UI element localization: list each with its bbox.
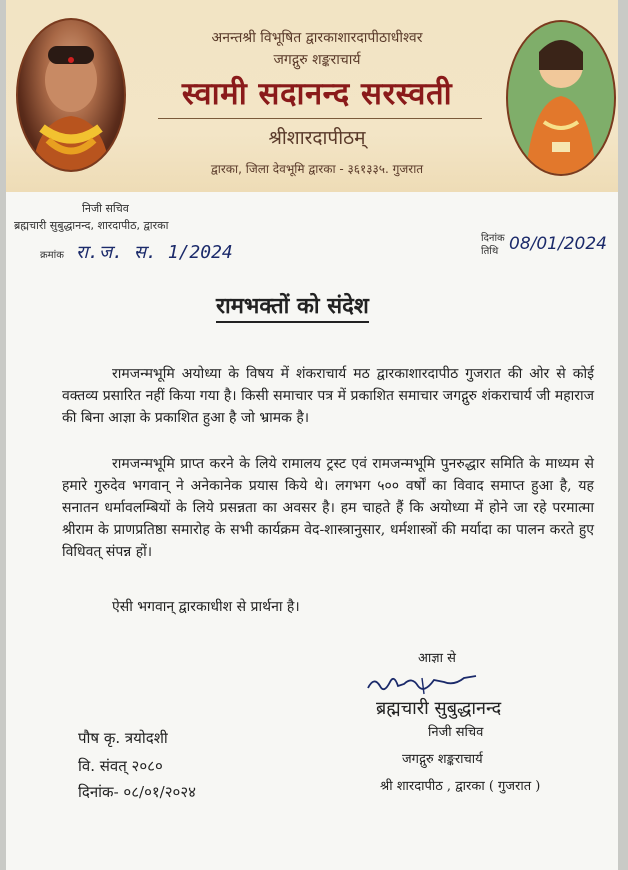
letterhead-address: द्वारका, जिला देवभूमि द्वारका - ३६१३३५. गुजरात — [210, 162, 424, 176]
signatory-name: ब्रह्मचारी सुबुद्धानन्द — [376, 698, 502, 719]
secretary-name: ब्रह्मचारी सुबुद्धानन्द, शारदापीठ, द्वारका — [14, 219, 169, 232]
signatory-place: श्री शारदापीठ , द्वारका ( गुजरात ) — [380, 779, 541, 794]
letter-date: 08/01/2024 — [509, 234, 607, 254]
secretary-title: निजी सचिव — [82, 202, 129, 215]
letterhead-title: स्वामी सदानन्द सरस्वती — [181, 76, 453, 112]
deity-portrait-icon — [506, 20, 616, 176]
subject-heading: रामभक्तों को संदेश — [216, 290, 369, 323]
footer-tithi: पौष कृ. त्रयोदशी — [78, 729, 168, 747]
letterhead-divider — [158, 118, 482, 119]
tithi-label: तिथि — [481, 246, 499, 257]
body-paragraph-3 — [62, 596, 594, 618]
letterhead-designation: जगद्गुरु शङ्कराचार्य — [273, 52, 361, 68]
letterhead-honorific: अनन्तश्री विभूषित द्वारकाशारदापीठाधीश्वर — [211, 30, 423, 46]
signatory-role: निजी सचिव — [428, 725, 484, 740]
letter-sheet — [6, 0, 618, 870]
paragraph-3-text: ऐसी भगवान् द्वारकाधीश से प्रार्थना है। — [112, 599, 300, 615]
dinank-label: दिनांक — [481, 233, 505, 244]
paragraph-1-text: रामजन्मभूमि अयोध्या के विषय में शंकराचार्य मठ द्वारकाशारदापीठ गुजरात की ओर से कोई वक्तव्य प्रसारित नहीं किया गया है। किसी समाचार पत्र में प्रकाशित समाचार जगद्गुरु शंकराचार्य जी महाराज की बिना आज्ञा के प्रकाशित हुआ है जो भ्रामक है। — [62, 366, 594, 426]
reference-label: क्रमांक — [40, 250, 64, 261]
footer-date: दिनांक- ०८/०१/२०२४ — [78, 783, 196, 801]
footer-samvat: वि. संवत् २०८० — [78, 757, 163, 775]
body-paragraph-2 — [62, 453, 594, 563]
reference-number: रा.ज. स. 1/2024 — [76, 242, 233, 263]
date-labels — [481, 232, 505, 258]
letterhead — [6, 0, 618, 192]
by-order-text: आज्ञा से — [418, 651, 456, 666]
body-paragraph-1 — [62, 363, 594, 429]
paragraph-2-text: रामजन्मभूमि प्राप्त करने के लिये रामालय ट्रस्ट एवं रामजन्मभूमि पुनरुद्धार समिति के माध्यम से हमारे गुरुदेव भगवान् ने अनेकानेक प्रयास किये थे। लगभग ५०० वर्षों का विवाद समाप्त हुआ है, यह सनातन धर्मावलम्बियों के लिये प्रसन्नता का अवसर है। हम चाहते हैं कि अयोध्या में होने जा रहे परमात्मा श्रीराम के प्राणप्रतिष्ठा समारोह के सभी कार्यक्रम वेद-शास्त्रानुसार, धर्मशास्त्रों की मर्यादा का पालन करते हुए विधिवत् संपन्न हों। — [62, 456, 594, 560]
letterhead-peeth: श्रीशारदापीठम् — [268, 127, 366, 149]
portrait-photo-icon — [16, 18, 126, 172]
signatory-organization: जगद्गुरु शङ्कराचार्य — [402, 752, 483, 767]
